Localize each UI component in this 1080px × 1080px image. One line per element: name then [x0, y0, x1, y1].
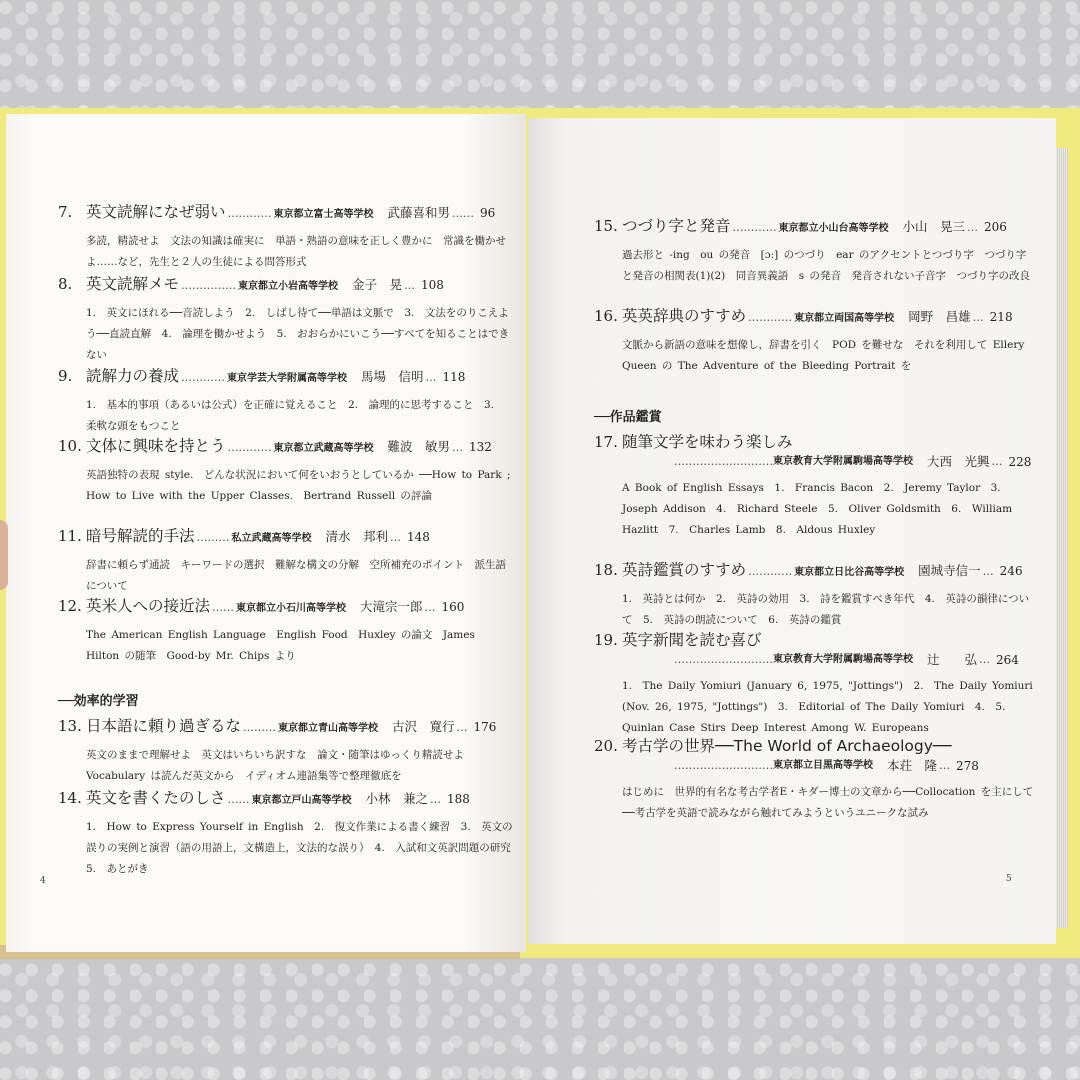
leader-dots: …	[430, 793, 442, 806]
leader-dots: ………………………	[674, 759, 773, 772]
entry-number: 18.	[594, 561, 618, 579]
toc-entry	[594, 216, 1034, 287]
leader-dots: …	[967, 221, 979, 234]
entry-number: 10.	[58, 437, 82, 455]
entry-school: 東京都立小岩高等学校	[238, 281, 339, 292]
entry-page-number: 132	[469, 440, 492, 454]
entry-author: 難波 敏男	[387, 439, 451, 454]
entry-heading	[594, 630, 1034, 650]
entry-school-line	[594, 756, 1034, 776]
entry-author: 古沢 寛行	[392, 719, 455, 734]
leader-dots: …	[972, 311, 984, 324]
leader-dots: ………………………	[674, 653, 773, 666]
toc-entry	[594, 736, 1034, 824]
leader-dots: …	[404, 279, 416, 292]
entry-page-number: 176	[473, 720, 497, 734]
entry-author: 小林 兼之	[365, 791, 429, 806]
entry-page-number: 118	[442, 370, 466, 384]
entry-title: 文体に興味を持とう	[86, 437, 226, 455]
toc-entry	[58, 366, 513, 437]
entry-page-number: 96	[480, 206, 496, 220]
entry-title: 英文読解になぜ弱い	[86, 203, 226, 221]
entry-page-number: 160	[441, 600, 465, 614]
entry-school: 東京都立青山高等学校	[278, 723, 379, 734]
page-number-right: 5	[1006, 874, 1012, 884]
entry-number: 7.	[58, 203, 73, 221]
entry-school: 東京教育大学附属駒場高等学校	[773, 654, 913, 665]
entry-description: 1. The Daily Yomiuri (January 6, 1975, "Jottings") 2. The Daily Yomiuri (Nov. 26, 1975, "Jottings") 3. Editorial of The Daily Yomiuri 4. 5. Quinlan Case Stirs Deep Interest Among W. Europeans	[622, 680, 1033, 734]
leader-dots: …	[424, 601, 436, 614]
entry-title: 英文を書くたのしさ	[86, 789, 226, 807]
entry-author: 馬場 信明	[361, 369, 424, 384]
entry-number: 11.	[58, 527, 82, 545]
entry-title: 日本語に頼り過ぎるな	[86, 717, 242, 735]
entry-description: 1. 基本的事項（あるいは公式）を正確に覚えること 2. 論理的に思考すること 3. 柔軟な頭をもつこと	[86, 399, 505, 432]
entry-page-number: 228	[1008, 455, 1032, 469]
entry-school: 私立武蔵高等学校	[231, 533, 312, 544]
entry-description: 1. 英文にほれる──音読しよう 2. しばし待て──単語は文脈で 3. 文法をのりこえよう──直読直解 4. 論理を働かせよう 5. おおらかにいこう──すべてを知ることはできない	[86, 307, 510, 361]
entry-title: 英文読解メモ	[86, 275, 180, 293]
entry-author: 武藤喜和男	[387, 205, 451, 220]
entry-school: 東京教育大学附属駒場高等学校	[773, 456, 913, 467]
entry-heading	[58, 716, 513, 739]
leader-dots: ………………………	[674, 455, 773, 468]
entry-description: 過去形と -ing ou の発音 [ɔ:] のつづり ear のアクセントとつづり字 つづり字と発音の相関表(1)(2) 同音異義語 s の発音 発音されない子音字 つづり字の改良	[622, 249, 1030, 282]
entry-page-number: 148	[407, 530, 430, 544]
entry-author: 小山 晃三	[902, 219, 966, 234]
entry-author: 岡野 昌雄	[908, 309, 971, 324]
entry-school: 東京都立戸山高等学校	[251, 795, 352, 806]
toc-entry	[58, 526, 513, 597]
leader-dots: …	[390, 531, 402, 544]
entry-heading	[58, 366, 513, 389]
leader-dots: …………	[748, 311, 793, 324]
leader-dots: ……	[212, 601, 235, 614]
leader-dots: ……………	[181, 279, 237, 292]
leader-dots: ………	[196, 531, 230, 544]
entry-heading	[58, 274, 513, 297]
entry-number: 15.	[594, 217, 618, 235]
leader-dots: …	[452, 441, 464, 454]
entry-school: 東京都立両国高等学校	[794, 313, 895, 324]
entry-page-number: 206	[984, 220, 1007, 234]
left-page	[6, 114, 526, 952]
entry-description: 文脈から新語の意味を想像し，辞書を引く POD を難せな それを利用して Ellery Queen の The Adventure of the Bleeding Portrait を	[622, 339, 1025, 372]
entry-school: 東京都立小山台高等学校	[778, 223, 889, 234]
entry-number: 16.	[594, 307, 618, 325]
entry-page-number: 264	[996, 653, 1019, 667]
toc-entry	[58, 436, 513, 507]
entry-school: 東京学芸大学附属高等学校	[227, 373, 348, 384]
toc-entry	[58, 788, 522, 880]
entry-description: 1. How to Express Yourself in English 2. 復文作業による書く練習 3. 英文の誤りの実例と演習（語の用語上，文構造上，文法的な誤り） 4. 入試和文英訳問題の研究 5. あとがき	[86, 821, 522, 875]
leader-dots: ……	[452, 207, 475, 220]
entry-title: 暗号解読的手法	[86, 527, 195, 545]
finger	[0, 520, 8, 590]
entry-title: 英英辞典のすすめ	[622, 307, 747, 325]
leader-dots: ……	[227, 793, 250, 806]
entry-author: 辻 弘	[927, 652, 978, 667]
leader-dots: …	[982, 565, 994, 578]
entry-number: 13.	[58, 717, 82, 735]
leader-dots: …	[939, 759, 951, 772]
page-number-left: 4	[40, 876, 46, 886]
entry-author: 金子 晃	[352, 277, 403, 292]
entry-heading	[58, 436, 513, 459]
entry-school: 東京都立富士高等学校	[273, 209, 374, 220]
entry-page-number: 108	[421, 278, 444, 292]
entry-school-line	[594, 452, 1034, 472]
entry-page-number: 246	[999, 564, 1023, 578]
entry-number: 17.	[594, 433, 618, 451]
toc-entry	[594, 432, 1034, 541]
entry-page-number: 278	[956, 759, 979, 773]
leader-dots: …	[991, 455, 1003, 468]
entry-school: 東京都立日比谷高等学校	[794, 567, 905, 578]
leader-dots: …	[456, 721, 468, 734]
entry-title: 読解力の養成	[86, 367, 180, 385]
toc-entry	[58, 202, 513, 273]
leader-dots: …	[979, 653, 991, 666]
leader-dots: …………	[227, 441, 272, 454]
section-heading: ──作品鑑賞	[594, 410, 662, 425]
toc-entry	[58, 274, 513, 366]
entry-heading	[58, 526, 513, 549]
entry-title: 英字新聞を読む喜び	[622, 631, 762, 649]
entry-description: A Book of English Essays 1. Francis Bacon 2. Jeremy Taylor 3. Joseph Addison 4. Richard Steele 5. Oliver Goldsmith 6. William Hazlitt 7. Charles Lamb 8. Aldous Huxley	[622, 482, 1013, 536]
entry-heading	[58, 202, 513, 225]
leader-dots: …………	[227, 207, 272, 220]
entry-author: 清水 邦利	[325, 529, 389, 544]
entry-heading	[58, 596, 513, 619]
entry-number: 8.	[58, 275, 73, 293]
entry-school-line	[594, 650, 1034, 670]
toc-entry	[594, 560, 1034, 631]
entry-title: 英詩鑑賞のすすめ	[622, 561, 747, 579]
entry-heading	[594, 306, 1034, 329]
entry-school: 東京都立小石川高等学校	[236, 603, 347, 614]
entry-description: 多読，精読せよ 文法の知識は確実に 単語・熟語の意味を正しく豊かに 常識を働かせよ……など，先生と２人の生徒による問答形式	[86, 235, 506, 268]
entry-number: 20.	[594, 737, 618, 755]
entry-description: はじめに 世界的有名な考古学者E・キダー博士の文章から──Collocation を主にして──考古学を英語で読みながら触れてみようというユニークな試み	[622, 786, 1034, 819]
leader-dots: ………	[243, 721, 277, 734]
section-heading: ──効率的学習	[58, 694, 139, 709]
page-stack-edge	[1056, 148, 1068, 928]
entry-author: 大滝宗一郎	[360, 599, 423, 614]
entry-title: 考古学の世界──The World of Archaeology──	[622, 737, 952, 755]
entry-school: 東京都立武蔵高等学校	[273, 443, 374, 454]
leader-dots: …………	[748, 565, 793, 578]
toc-entry	[594, 630, 1034, 739]
entry-number: 9.	[58, 367, 73, 385]
entry-school: 東京都立目黒高等学校	[773, 760, 873, 771]
entry-heading	[594, 560, 1034, 583]
entry-heading	[594, 736, 1034, 756]
leader-dots: …	[425, 371, 437, 384]
entry-number: 12.	[58, 597, 82, 615]
toc-entry	[58, 716, 513, 787]
entry-description: The American English Language English Food Huxley の論文 James Hilton の随筆 Good-by Mr. Chips より	[86, 629, 475, 662]
entry-heading	[594, 216, 1034, 239]
entry-heading	[58, 788, 513, 811]
entry-author: 本荘 隆	[887, 758, 938, 773]
leader-dots: …………	[732, 221, 777, 234]
toc-entry	[58, 596, 513, 667]
entry-title: 英米人への接近法	[86, 597, 211, 615]
entry-heading	[594, 432, 1034, 452]
entry-author: 大西 光興	[927, 454, 990, 469]
entry-page-number: 218	[989, 310, 1013, 324]
entry-description: 辞書に頼らず通読 キーワードの選択 難解な構文の分解 空所補充のポイント 派生語について	[86, 559, 506, 592]
entry-number: 19.	[594, 631, 618, 649]
entry-title: つづり字と発音	[622, 217, 731, 235]
entry-author: 園城寺信一	[918, 563, 981, 578]
right-page	[528, 118, 1056, 944]
toc-entry	[594, 306, 1034, 377]
entry-description: 英文のままで理解せよ 英文はいちいち訳すな 論文・随筆はゆっくり精読せよ Vocabulary は読んだ英文から イディオム連語集等で整理徹底を	[86, 749, 475, 782]
entry-description: 1. 英詩とは何か 2. 英詩の効用 3. 詩を鑑賞すべき年代 4. 英詩の韻律について 5. 英詩の朗読について 6. 英詩の鑑賞	[622, 593, 1030, 626]
entry-description: 英語独特の表現 style. どんな状況において何をいおうとしているか ──How to Park ; How to Live with the Upper Classes. Bertrand Russell の評論	[86, 469, 511, 502]
entry-page-number: 188	[447, 792, 470, 806]
entry-title: 随筆文学を味わう楽しみ	[622, 433, 793, 451]
leader-dots: …………	[181, 371, 226, 384]
entry-number: 14.	[58, 789, 82, 807]
